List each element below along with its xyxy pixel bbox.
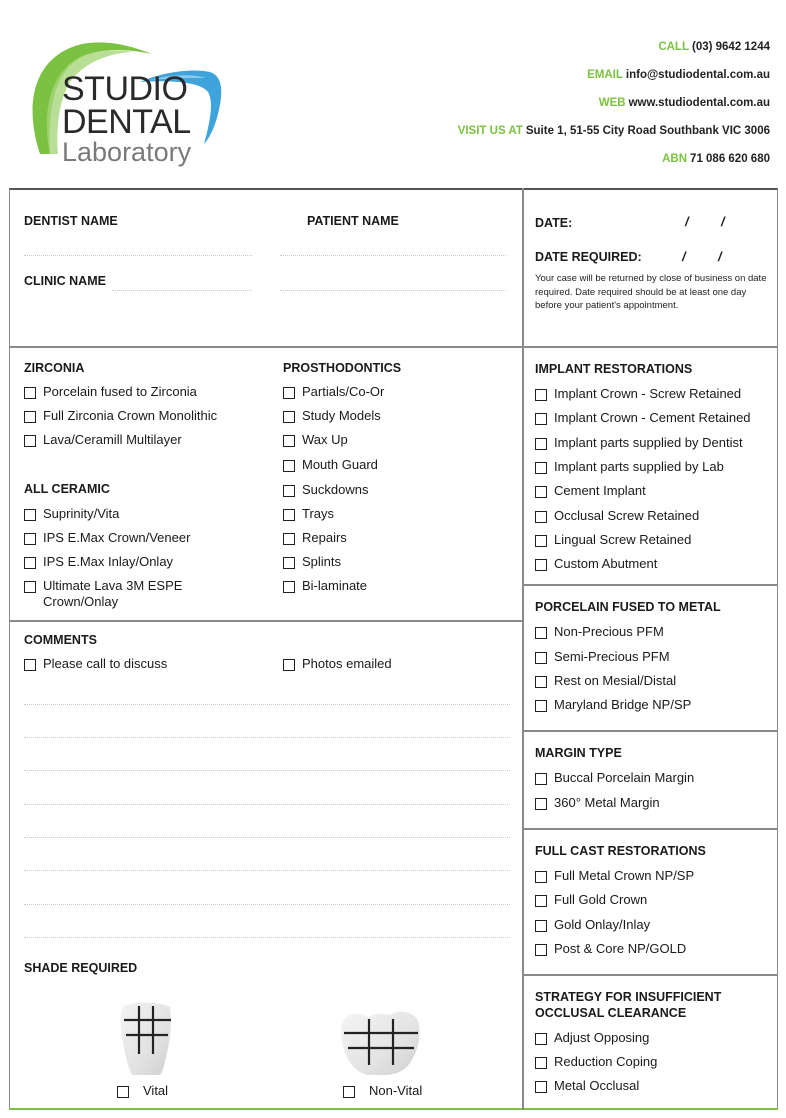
checkbox-icon[interactable] (283, 581, 295, 593)
section-divider (522, 730, 778, 732)
checkbox-icon[interactable] (283, 485, 295, 497)
option-label: Ultimate Lava 3M ESPE Crown/Onlay (43, 578, 183, 609)
checkbox-icon[interactable] (535, 895, 547, 907)
column-divider (522, 188, 524, 1110)
checkbox-non-precious-pfm[interactable] (535, 624, 664, 640)
section-divider (522, 828, 778, 830)
option-label: Adjust Opposing (554, 1030, 650, 1045)
checkbox-ultimate-lava[interactable] (24, 578, 182, 610)
checkbox-full-metal-crown[interactable] (535, 868, 694, 884)
checkbox-icon[interactable] (535, 871, 547, 883)
checkbox-icon[interactable] (283, 435, 295, 447)
section-divider (522, 584, 778, 586)
option-label: Implant parts supplied by Dentist (554, 435, 743, 450)
comment-line[interactable] (24, 870, 510, 871)
date-separator: / (685, 214, 689, 229)
checkbox-lava-ceramill[interactable] (24, 432, 182, 448)
checkbox-icon[interactable] (535, 1057, 547, 1069)
contact-phone[interactable]: (03) 9642 1244 (691, 41, 770, 53)
option-label: Non-Precious PFM (554, 624, 664, 639)
contact-block (458, 40, 770, 180)
checkbox-partials-co-or[interactable] (283, 384, 384, 400)
contact-address (458, 124, 770, 152)
date-required-label: DATE REQUIRED: (535, 250, 642, 264)
option-label: Implant Crown - Screw Retained (554, 386, 742, 401)
checkbox-icon[interactable] (535, 920, 547, 932)
contact-web (458, 96, 770, 124)
option-label: Custom Abutment (554, 556, 658, 571)
option-label: Cement Implant (554, 483, 646, 498)
option-label: IPS E.Max Inlay/Onlay (43, 554, 174, 569)
contact-web-link[interactable]: www.studiodental.com.au (628, 97, 770, 109)
option-label: Please call to discuss (43, 656, 168, 671)
checkbox-full-zirconia-monolithic[interactable] (24, 408, 217, 424)
checkbox-splints[interactable] (283, 554, 341, 570)
anterior-tooth-grid-icon (116, 1001, 176, 1077)
checkbox-icon[interactable] (535, 627, 547, 639)
option-label: Photos emailed (302, 656, 392, 671)
checkbox-vital[interactable] (117, 1083, 168, 1099)
checkbox-icon[interactable] (283, 509, 295, 521)
checkbox-implant-screw[interactable] (535, 386, 741, 402)
checkbox-post-core[interactable] (535, 941, 686, 957)
molar-tooth-grid-icon (338, 1009, 422, 1077)
checkbox-icon[interactable] (535, 559, 547, 571)
option-label: Mouth Guard (302, 457, 378, 472)
option-label: Buccal Porcelain Margin (554, 770, 695, 785)
checkbox-icon[interactable] (535, 486, 547, 498)
option-label: Wax Up (302, 432, 348, 447)
checkbox-suckdowns[interactable] (283, 482, 368, 498)
checkbox-icon[interactable] (535, 773, 547, 785)
date-label: DATE: (535, 216, 573, 230)
comment-line[interactable] (24, 737, 510, 738)
checkbox-icon[interactable] (283, 411, 295, 423)
logo-text-studio: STUDIO (62, 70, 188, 108)
option-label: Reduction Coping (554, 1054, 658, 1069)
checkbox-icon[interactable] (24, 509, 36, 521)
option-label: Metal Occlusal (554, 1078, 640, 1093)
checkbox-photos-emailed[interactable] (283, 656, 392, 672)
checkbox-buccal-porcelain-margin[interactable] (535, 770, 694, 786)
option-label: Rest on Mesial/Distal (554, 673, 677, 688)
option-label: Maryland Bridge NP/SP (554, 697, 692, 712)
dentist-name-label: DENTIST NAME (24, 214, 118, 228)
patient-name-field[interactable] (280, 255, 506, 256)
checkbox-please-call[interactable] (24, 656, 167, 672)
checkbox-occlusal-screw[interactable] (535, 508, 699, 524)
checkbox-icon[interactable] (535, 798, 547, 810)
option-label: Implant parts supplied by Lab (554, 459, 724, 474)
option-label: Trays (302, 506, 335, 521)
comment-line[interactable] (24, 804, 510, 805)
clinic-name-field-2[interactable] (280, 290, 506, 291)
option-label: Porcelain fused to Zirconia (43, 384, 197, 399)
option-label: Suprinity/Vita (43, 506, 120, 521)
checkbox-porcelain-fused-zirconia[interactable] (24, 384, 197, 400)
contact-email (458, 68, 770, 96)
checkbox-icon[interactable] (535, 1033, 547, 1045)
checkbox-repairs[interactable] (283, 530, 347, 546)
date-required-separator: / (682, 249, 686, 264)
contact-label: WEB (598, 97, 626, 109)
option-label: Post & Core NP/GOLD (554, 941, 687, 956)
option-label: Partials/Co-Or (302, 384, 385, 399)
option-label: Gold Onlay/Inlay (554, 917, 651, 932)
checkbox-icon[interactable] (24, 557, 36, 569)
contact-email-link[interactable]: info@studiodental.com.au (625, 69, 770, 81)
comment-line[interactable] (24, 904, 510, 905)
checkbox-icon[interactable] (535, 1081, 547, 1093)
checkbox-emax-crown-veneer[interactable] (24, 530, 190, 546)
checkbox-icon[interactable] (283, 533, 295, 545)
option-label: IPS E.Max Crown/Veneer (43, 530, 191, 545)
option-label: Study Models (302, 408, 381, 423)
option-label: Full Zirconia Crown Monolithic (43, 408, 218, 423)
clinic-name-label: CLINIC NAME (24, 274, 106, 288)
checkbox-icon[interactable] (535, 676, 547, 688)
checkbox-emax-inlay-onlay[interactable] (24, 554, 173, 570)
option-label: Implant Crown - Cement Retained (554, 410, 751, 425)
checkbox-study-models[interactable] (283, 408, 381, 424)
contact-abn (458, 152, 770, 180)
checkbox-implant-cement[interactable] (535, 410, 751, 426)
option-label: Repairs (302, 530, 347, 545)
checkbox-icon[interactable] (535, 413, 547, 425)
full-cast-heading: FULL CAST RESTORATIONS (535, 844, 706, 858)
checkbox-reduction-coping[interactable] (535, 1054, 657, 1070)
checkbox-360-metal-margin[interactable] (535, 795, 660, 811)
option-label: Lava/Ceramill Multilayer (43, 432, 182, 447)
comment-line[interactable] (24, 770, 510, 771)
prosthodontics-heading: PROSTHODONTICS (283, 361, 402, 375)
comments-heading: COMMENTS (24, 633, 97, 647)
checkbox-icon[interactable] (283, 460, 295, 472)
option-label: Full Gold Crown (554, 892, 648, 907)
option-label: Suckdowns (302, 482, 369, 497)
studio-dental-logo (22, 36, 232, 176)
checkbox-metal-occlusal[interactable] (535, 1078, 639, 1094)
contact-label: ABN (662, 153, 688, 165)
checkbox-lingual-screw[interactable] (535, 532, 691, 548)
option-label: Bi-laminate (302, 578, 368, 593)
checkbox-icon[interactable] (24, 533, 36, 545)
checkbox-trays[interactable] (283, 506, 334, 522)
checkbox-non-vital[interactable] (343, 1083, 422, 1099)
checkbox-cement-implant[interactable] (535, 483, 646, 499)
checkbox-bi-laminate[interactable] (283, 578, 367, 594)
checkbox-icon[interactable] (283, 557, 295, 569)
contact-address-value: Suite 1, 51-55 City Road Southbank VIC 3006 (525, 125, 770, 137)
shade-required-heading: SHADE REQUIRED (24, 961, 138, 975)
contact-label: VISIT US AT (457, 125, 523, 137)
checkbox-icon[interactable] (535, 535, 547, 547)
option-label: Non-Vital (369, 1083, 423, 1098)
checkbox-rest-mesial-distal[interactable] (535, 673, 676, 689)
option-label: Occlusal Screw Retained (554, 508, 700, 523)
pfm-heading: PORCELAIN FUSED TO METAL (535, 600, 721, 614)
checkbox-semi-precious-pfm[interactable] (535, 649, 670, 665)
implant-heading: IMPLANT RESTORATIONS (535, 362, 693, 376)
patient-name-label: PATIENT NAME (307, 214, 399, 228)
checkbox-icon[interactable] (535, 652, 547, 664)
logo-text-laboratory: Laboratory (62, 137, 192, 167)
contact-label: EMAIL (587, 69, 623, 81)
checkbox-mouth-guard[interactable] (283, 457, 378, 473)
comment-line[interactable] (24, 704, 510, 705)
checkbox-icon[interactable] (24, 659, 36, 671)
checkbox-icon[interactable] (535, 944, 547, 956)
option-label: Splints (302, 554, 342, 569)
checkbox-parts-lab[interactable] (535, 459, 724, 475)
margin-type-heading: MARGIN TYPE (535, 746, 622, 760)
date-required-note: Your case will be returned by close of business on date required. Date required should be at least one day before your patient's appointment. (535, 273, 767, 311)
checkbox-maryland-bridge[interactable] (535, 697, 691, 713)
section-divider (9, 620, 522, 622)
clinic-name-field[interactable] (112, 290, 252, 291)
checkbox-suprinity-vita[interactable] (24, 506, 119, 522)
checkbox-icon[interactable] (24, 411, 36, 423)
section-divider (522, 974, 778, 976)
checkbox-icon[interactable] (535, 700, 547, 712)
checkbox-icon[interactable] (283, 659, 295, 671)
checkbox-wax-up[interactable] (283, 432, 348, 448)
checkbox-icon[interactable] (535, 389, 547, 401)
checkbox-custom-abutment[interactable] (535, 556, 657, 572)
section-divider (9, 346, 778, 348)
strategy-heading-line1: STRATEGY FOR INSUFFICIENT (535, 990, 722, 1004)
contact-call (458, 40, 770, 68)
zirconia-heading: ZIRCONIA (24, 361, 85, 375)
checkbox-adjust-opposing[interactable] (535, 1030, 649, 1046)
checkbox-icon[interactable] (24, 581, 36, 593)
option-label: 360° Metal Margin (554, 795, 660, 810)
checkbox-icon[interactable] (117, 1086, 129, 1098)
option-label: Full Metal Crown NP/SP (554, 868, 695, 883)
date-separator: / (721, 214, 725, 229)
comment-line[interactable] (24, 937, 510, 938)
checkbox-icon[interactable] (283, 387, 295, 399)
checkbox-icon[interactable] (535, 462, 547, 474)
checkbox-full-gold-crown[interactable] (535, 892, 647, 908)
option-label: Vital (143, 1083, 169, 1098)
strategy-heading-line2: OCCLUSAL CLEARANCE (535, 1006, 687, 1020)
all-ceramic-heading: ALL CERAMIC (24, 482, 110, 496)
checkbox-icon[interactable] (535, 438, 547, 450)
option-label: Semi-Precious PFM (554, 649, 670, 664)
checkbox-gold-onlay-inlay[interactable] (535, 917, 650, 933)
checkbox-icon[interactable] (24, 435, 36, 447)
contact-label: CALL (658, 41, 689, 53)
contact-abn-value: 71 086 620 680 (690, 153, 770, 165)
date-required-separator: / (718, 249, 722, 264)
checkbox-icon[interactable] (24, 387, 36, 399)
option-label: Lingual Screw Retained (554, 532, 692, 547)
comment-line[interactable] (24, 837, 510, 838)
checkbox-parts-dentist[interactable] (535, 435, 743, 451)
logo-text-dental: DENTAL (62, 103, 191, 141)
checkbox-icon[interactable] (535, 511, 547, 523)
dentist-name-field[interactable] (24, 255, 252, 256)
checkbox-icon[interactable] (343, 1086, 355, 1098)
